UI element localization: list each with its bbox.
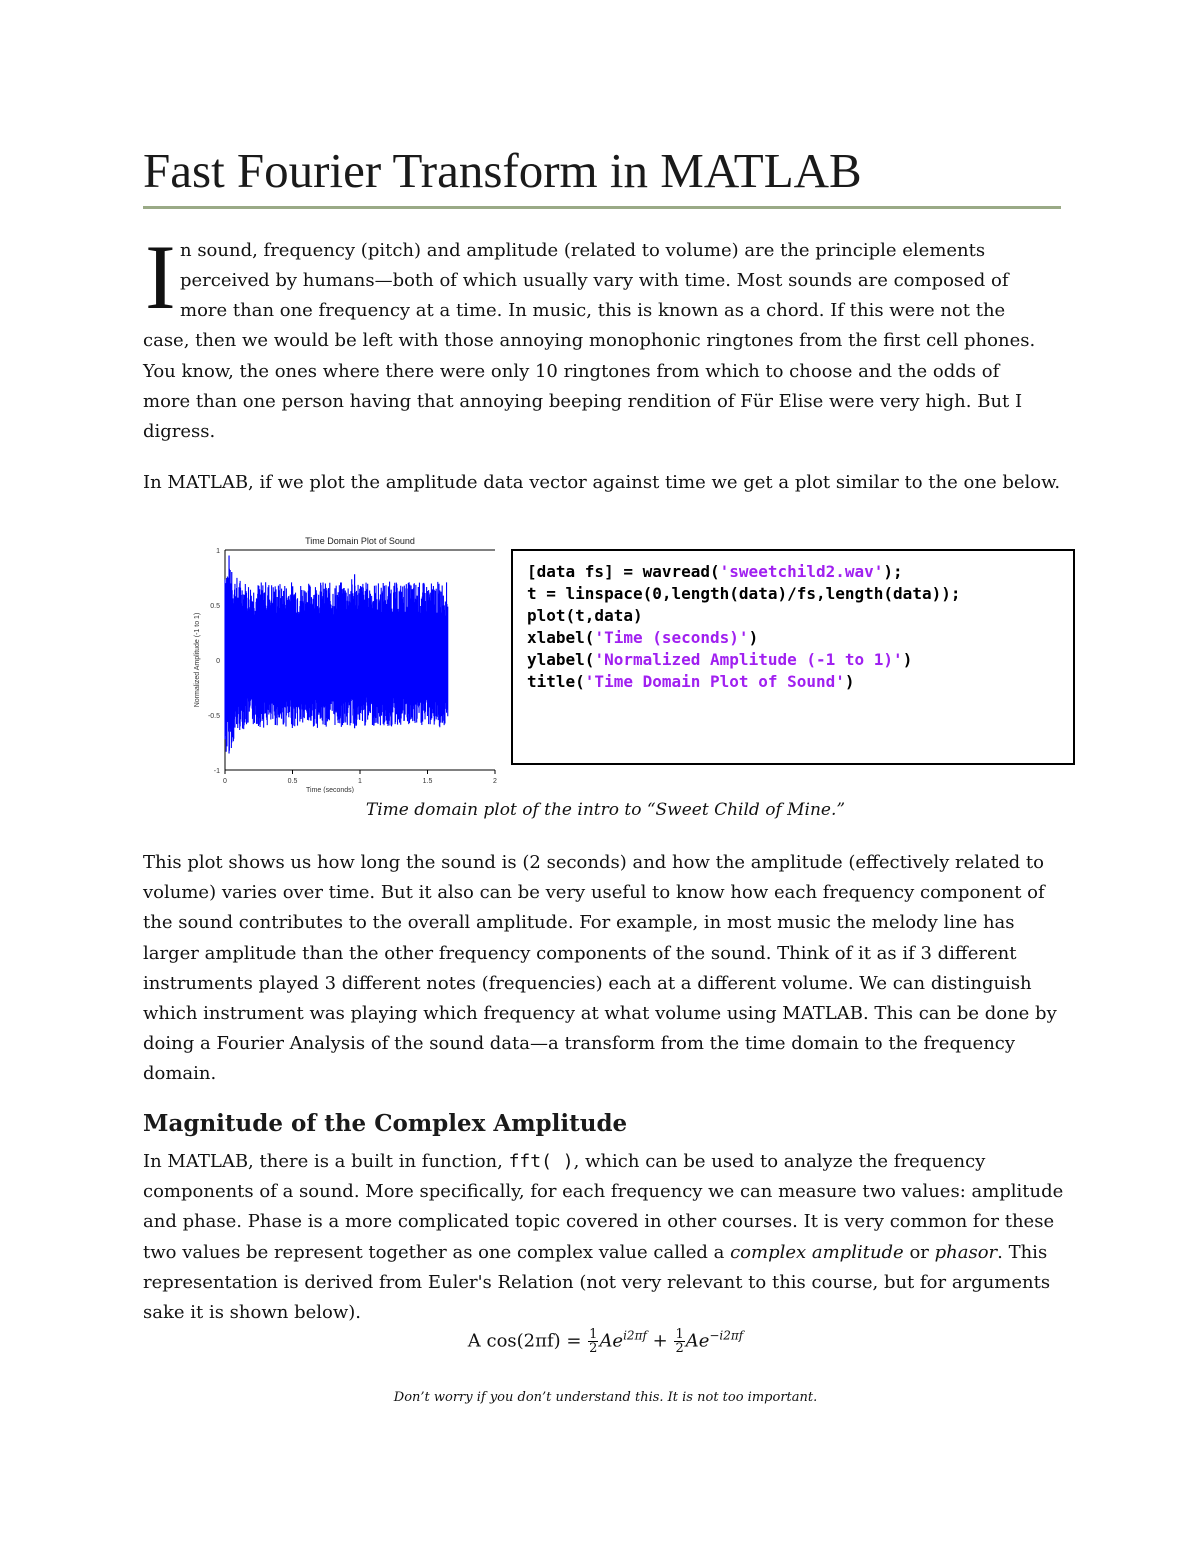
x-axis-label: Time (seconds) [306,787,354,793]
page-title: Fast Fourier Transform in MATLAB [143,143,862,198]
x-tick-label: 0 [223,778,227,785]
figure-caption: Time domain plot of the intro to “Sweet Child of Mine.” [365,800,846,820]
y-tick-label: -0.5 [207,713,220,720]
fft-inline-code: fft( ) [508,1151,574,1172]
title-divider [143,206,1061,209]
section-heading: Magnitude of the Complex Amplitude [143,1110,628,1137]
paragraph-plot-intro: In MATLAB, if we plot the amplitude data vector against time we get a plot similar to the one below. [143,472,1061,493]
x-tick-label: 0.5 [287,778,298,785]
code-line-5: ylabel('Normalized Amplitude (-1 to 1)') [527,650,913,669]
intro-dropcap: I [145,226,176,328]
code-line-2: t = linspace(0,length(data)/fs,length(data)); [527,584,961,603]
code-line-3: plot(t,data) [527,606,643,625]
intro-line-1: n sound, frequency (pitch) and amplitude (related to volume) are the principle elements [180,240,986,261]
time-domain-chart [185,528,505,793]
paragraph-complex-amplitude: In MATLAB, there is a built in function, fft( ), which can be used to analyze the frequency components of a sound. More specifically, for each frequency we can measure two values: amplitude and phase. Phase is a more complicated topic covered in other courses. It is very common for these two values be represent together as one complex value called a complex amplitude or phasor. This representation is derived from Euler's Relation (not very relevant to this course, but for arguments sake it is shown below). [143,1151,1064,1324]
time-domain-plot-svg [185,528,505,793]
x-tick-label: 1 [358,778,362,785]
intro-line-4: case, then we would be left with those annoying monophonic ringtones from the first cell phones. [143,330,1036,351]
paragraph-fourier-analysis: This plot shows us how long the sound is (2 seconds) and how the amplitude (effectively related to volume) varies over time. But it also can be very useful to know how each frequency component of the sound contributes to the overall amplitude. For example, in most music the melody line has larger amplitude than the other frequency components of the sound. Think of it as if 3 different instruments played 3 different notes (frequencies) each at a different volume. We can distinguish which instrument was playing which frequency at what volume using MATLAB. This can be done by doing a Fourier Analysis of the sound data—a transform from the time domain to the frequency domain. [143,852,1057,1085]
intro-line-3: more than one frequency at a time. In music, this is known as a chord. If this were not the [180,300,1006,321]
y-tick-label: 1 [216,548,220,555]
matlab-code-box [511,549,1075,765]
chart-title: Time Domain Plot of Sound [305,536,415,546]
x-tick-label: 2 [493,778,497,785]
code-line-4: xlabel('Time (seconds)') [527,628,759,647]
intro-line-6: more than one person having that annoying beeping rendition of Für Elise were very high. But I [143,391,1023,412]
code-line-1: [data fs] = wavread('sweetchild2.wav'); [527,562,903,581]
y-tick-label: 0 [216,658,220,665]
euler-equation: A cos(2πf) = $\frac{1}{2}$ $Ae^{i2\pi f}$ + $\frac{1}{2}$ $Ae^{-i2\pi f}$ [467,1327,744,1356]
waveform-series [225,569,448,752]
x-tick-label: 1.5 [422,778,433,785]
y-axis-label: Normalized Amplitude (-1 to 1) [194,612,201,708]
y-tick-label: -1 [213,768,220,775]
footnote: Don’t worry if you don’t understand this. It is not too important. [393,1390,818,1405]
intro-line-2: perceived by humans—both of which usually vary with time. Most sounds are composed of [180,270,1009,291]
y-tick-label: 0.5 [210,603,220,610]
intro-line-7: digress. [143,421,216,442]
code-line-6: title('Time Domain Plot of Sound') [527,672,855,691]
intro-line-5: You know, the ones where there were only 10 ringtones from which to choose and the odds of [143,361,1000,382]
